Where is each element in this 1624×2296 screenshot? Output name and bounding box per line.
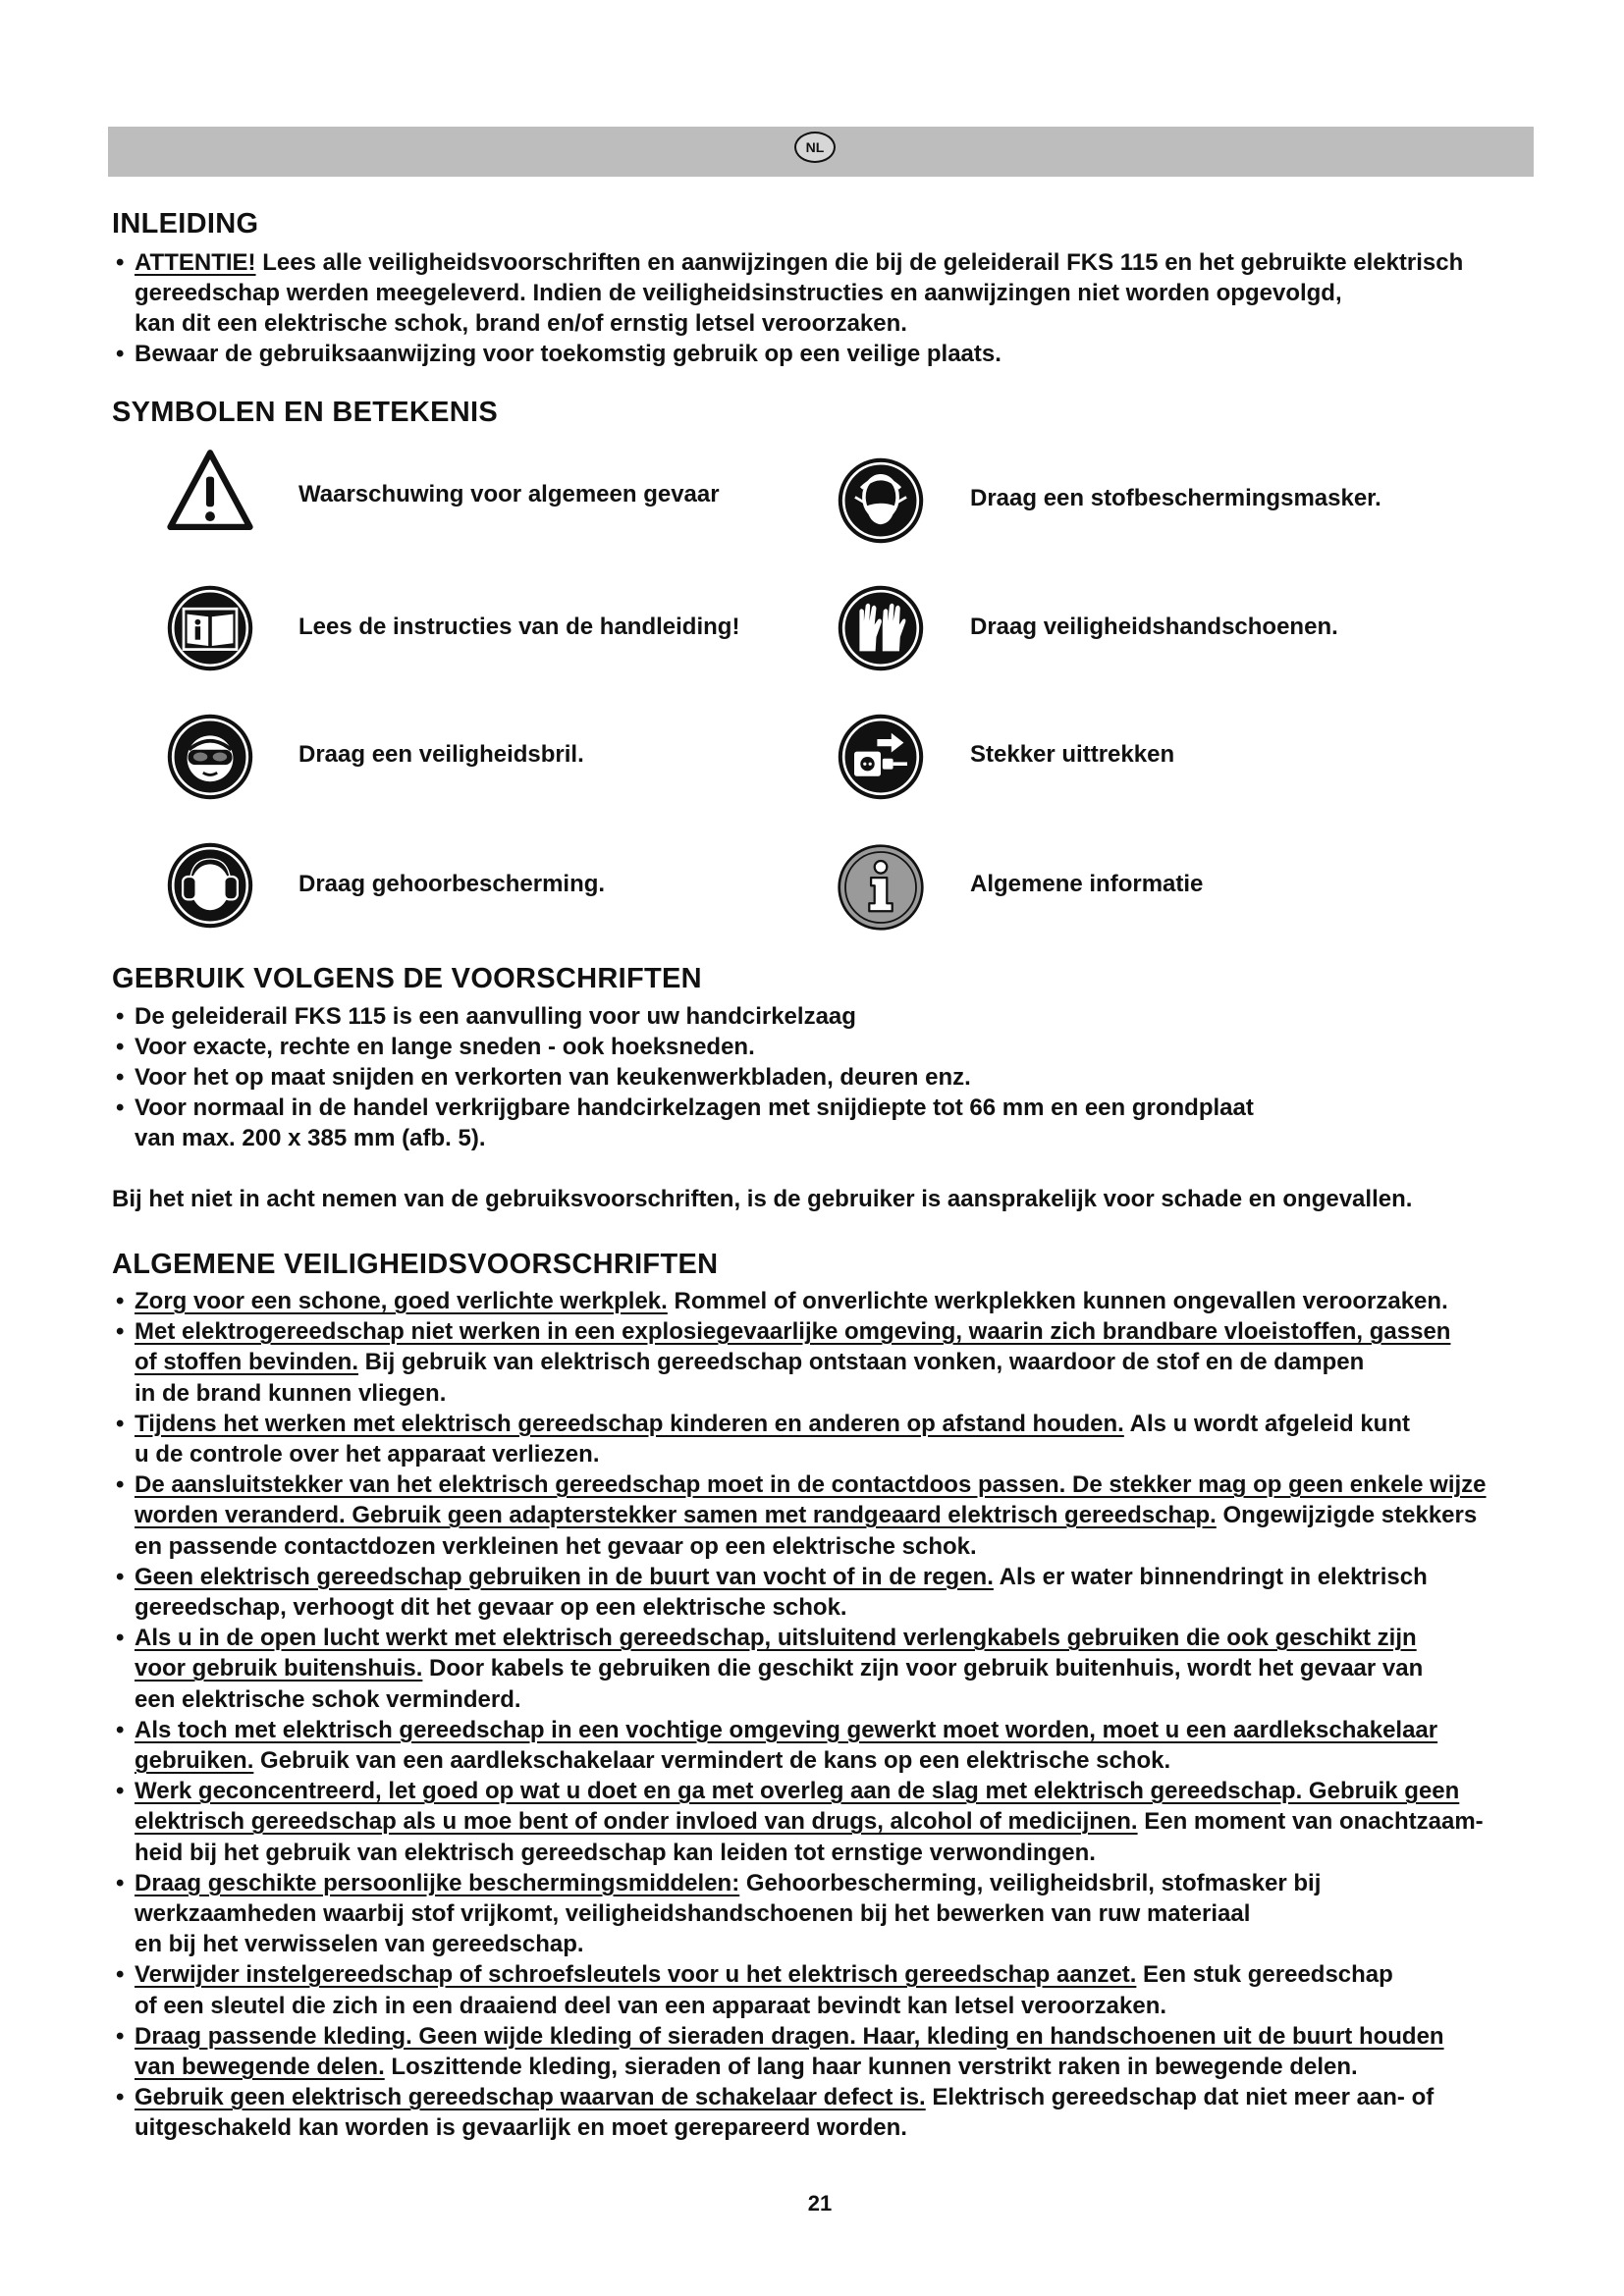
underlined-lead: Werk geconcentreerd, let goed op wat u doet en ga met overleg aan de slag met elektrisch gereedschap. Gebruik geen — [135, 1778, 1460, 1805]
list-item — [135, 2021, 1487, 2082]
list-item-line — [135, 1469, 1487, 1500]
warning-triangle-icon — [166, 447, 254, 535]
body-text: Als u wordt afgeleid kunt — [1123, 1410, 1410, 1437]
symbol-label: Draag een stofbeschermingsmasker. — [970, 485, 1381, 511]
underlined-lead: De aansluitstekker van het elektrisch gereedschap moet in de contactdoos passen. De stekker mag op geen enkele wijze — [135, 1471, 1487, 1499]
list-item-line: • Voor normaal in de handel verkrijgbare handcirkelzagen met snijdiepte tot 66 mm en een grondplaat — [135, 1095, 1254, 1121]
list-item-line — [135, 2021, 1487, 2052]
list-item — [135, 339, 1463, 369]
ear-protection-icon — [166, 841, 254, 930]
body-text: Bewaar de gebruiksaanwijzing voor toekomstig gebruik op een veilige plaats. — [135, 341, 1001, 367]
section-heading-symbols: SYMBOLEN EN BETEKENIS — [112, 397, 499, 428]
safety-goggles-icon — [166, 713, 254, 801]
symbol-label: Draag veiligheidshandschoenen. — [970, 614, 1338, 640]
body-text: en passende contactdozen verkleinen het gevaar op een elektrische schok. — [135, 1532, 977, 1560]
list-item-line — [135, 1898, 1487, 1929]
list-item-line — [135, 2082, 1487, 2112]
list-item — [135, 1959, 1487, 2020]
body-text: Rommel of onverlichte werkplekken kunnen ongevallen veroorzaken. — [667, 1288, 1448, 1314]
list-item — [135, 1469, 1487, 1562]
underlined-lead: voor gebruik buitenshuis. — [135, 1655, 423, 1682]
list-item-line — [135, 1929, 1487, 1959]
body-text: Loszittende kleding, sieraden of lang haar kunnen verstrikt raken in bewegende delen. — [384, 2054, 1358, 2081]
symbol-label: Draag een veiligheidsbril. — [298, 741, 584, 768]
underlined-lead: Met elektrogereedschap niet werken in een explosiegevaarlijke omgeving, waarin zich brandbare vloeistoffen, gassen — [135, 1318, 1451, 1346]
list-item-line — [135, 247, 1463, 278]
list-item — [135, 247, 1463, 339]
body-text: Als er water binnendringt in elektrisch — [993, 1563, 1428, 1590]
list-item — [135, 1868, 1487, 1960]
dust-mask-icon — [837, 456, 925, 545]
list-item-line — [135, 278, 1463, 308]
list-item-line — [135, 1531, 1487, 1562]
body-text: Lees alle veiligheidsvoorschriften en aanwijzingen die bij de geleiderail FKS 115 en het gebruikte elektrisch — [255, 249, 1464, 276]
list-item-line — [135, 1745, 1487, 1776]
list-item-line — [135, 1684, 1487, 1715]
symbol-label: Draag gehoorbescherming. — [298, 871, 606, 897]
underlined-lead: van bewegende delen. — [135, 2054, 385, 2081]
list-item-line: • Voor het op maat snijden en verkorten van keukenwerkbladen, deuren enz. — [135, 1064, 971, 1091]
list-item-line — [135, 1868, 1487, 1898]
underlined-lead: Als toch met elektrisch gereedschap in een vochtige omgeving gewerkt moet worden, moet u een aardlekschakelaar — [135, 1716, 1438, 1743]
list-item — [135, 1032, 1254, 1062]
body-text: uitgeschakeld kan worden is gevaarlijk en moet gerepareerd worden. — [135, 2114, 907, 2142]
list-item-line — [135, 1715, 1487, 1745]
underlined-lead: ATTENTIE! — [135, 249, 256, 276]
symbol-label: Stekker uittrekken — [970, 741, 1175, 768]
body-text: Gebruik van een aardlekschakelaar vermindert de kans op een elektrische schok. — [253, 1747, 1171, 1775]
body-text: gereedschap werden meegeleverd. Indien de veiligheidsinstructies en aanwijzingen niet worden opgevolgd, — [135, 280, 1342, 306]
body-text: of een sleutel die zich in een draaiend deel van een apparaat bevindt kan letsel veroorzaken. — [135, 1992, 1167, 2019]
list-item-line — [135, 2052, 1487, 2082]
list-item-line — [135, 1562, 1487, 1592]
list-item-line — [135, 1806, 1487, 1837]
intro-list — [135, 247, 1463, 369]
list-item-line: • Voor exacte, rechte en lange sneden - ook hoeksneden. — [135, 1034, 755, 1060]
body-text: en bij het verwisselen van gereedschap. — [135, 1931, 584, 1958]
list-item-line: • De geleiderail FKS 115 is een aanvulling voor uw handcirkelzaag — [135, 1003, 856, 1030]
underlined-lead: Draag geschikte persoonlijke beschermingsmiddelen: — [135, 1869, 740, 1896]
underlined-lead: Geen elektrisch gereedschap gebruiken in de buurt van vocht of in de regen. — [135, 1563, 994, 1590]
list-item-line — [135, 1409, 1487, 1439]
list-item-line — [135, 308, 1463, 339]
read-manual-icon — [166, 584, 254, 672]
underlined-lead: Verwijder instelgereedschap of schroefsleutels voor u het elektrisch gereedschap aanzet. — [135, 1961, 1137, 1989]
list-item-line — [135, 1592, 1487, 1623]
list-item-line — [135, 1378, 1487, 1409]
list-item — [135, 2082, 1487, 2143]
list-item — [135, 1776, 1487, 1868]
list-item-line — [135, 1286, 1487, 1316]
symbol-label: Lees de instructies van de handleiding! — [298, 614, 740, 640]
list-item — [135, 1715, 1487, 1776]
underlined-lead: Draag passende kleding. Geen wijde kleding of sieraden dragen. Haar, kleding en handschoenen uit de buurt houden — [135, 2022, 1444, 2050]
list-item-line — [135, 1838, 1487, 1868]
body-text: een elektrische schok verminderd. — [135, 1685, 521, 1713]
body-text: Een moment van onachtzaam- — [1137, 1808, 1484, 1836]
list-item — [135, 1623, 1487, 1715]
body-text: heid bij het gebruik van elektrisch gereedschap kan leiden tot ernstige verwondingen. — [135, 1839, 1096, 1866]
list-item-line — [135, 1316, 1487, 1347]
list-item-line — [135, 1500, 1487, 1530]
list-item — [135, 1286, 1487, 1316]
symbol-label: Waarschuwing voor algemeen gevaar — [298, 481, 720, 507]
section-heading-general-safety: ALGEMENE VEILIGHEIDSVOORSCHRIFTEN — [112, 1249, 719, 1280]
symbol-label: Algemene informatie — [970, 871, 1204, 897]
list-item-line — [135, 1991, 1487, 2021]
list-item — [135, 1409, 1487, 1469]
body-text: Bij gebruik van elektrisch gereedschap ontstaan vonken, waardoor de stof en de dampen — [358, 1349, 1365, 1376]
list-item — [135, 1062, 1254, 1093]
body-text: werkzaamheden waarbij stof vrijkomt, veiligheidshandschoenen bij het bewerken van ruw materiaal — [135, 1900, 1251, 1928]
safety-gloves-icon — [837, 584, 925, 672]
underlined-lead: elektrisch gereedschap als u moe bent of onder invloed van drugs, alcohol of medicijnen. — [135, 1808, 1138, 1836]
info-icon — [837, 843, 925, 932]
list-item-line: van max. 200 x 385 mm (afb. 5). — [135, 1125, 486, 1151]
list-item-line — [135, 1959, 1487, 1990]
underlined-lead: Tijdens het werken met elektrisch gereedschap kinderen en anderen op afstand houden. — [135, 1410, 1124, 1437]
body-text: Door kabels te gebruiken die geschikt zijn voor gebruik buitenhuis, wordt het gevaar van — [422, 1655, 1424, 1682]
underlined-lead: Gebruik geen elektrisch gereedschap waarvan de schakelaar defect is. — [135, 2084, 926, 2111]
underlined-lead: Als u in de open lucht werkt met elektrisch gereedschap, uitsluitend verlengkabels gebruiken die ook geschikt zijn — [135, 1625, 1417, 1652]
section-heading-intended-use: GEBRUIK VOLGENS DE VOORSCHRIFTEN — [112, 963, 702, 994]
body-text: gereedschap, verhoogt dit het gevaar op een elektrische schok. — [135, 1594, 847, 1622]
list-item — [135, 1562, 1487, 1623]
language-badge: NL — [794, 132, 836, 163]
body-text: u de controle over het apparaat verliezen. — [135, 1441, 600, 1468]
body-text: Een stuk gereedschap — [1136, 1961, 1393, 1989]
list-item — [135, 1001, 1254, 1032]
section-heading-introduction: INLEIDING — [112, 208, 259, 240]
list-item-line — [135, 2112, 1487, 2143]
list-item-line — [135, 1347, 1487, 1377]
body-text: kan dit een elektrische schok, brand en/of ernstig letsel veroorzaken. — [135, 310, 907, 337]
safety-list — [135, 1286, 1487, 2144]
underlined-lead: gebruiken. — [135, 1747, 254, 1775]
underlined-lead: Zorg voor een schone, goed verlichte werkplek. — [135, 1288, 668, 1314]
underlined-lead: worden veranderd. Gebruik geen adapterstekker samen met randgeaard elektrisch gereedschap. — [135, 1502, 1217, 1529]
list-item-line — [135, 1623, 1487, 1653]
liability-note: Bij het niet in acht nemen van de gebruiksvoorschriften, is de gebruiker is aansprakelijk voor schade en ongevallen. — [112, 1186, 1413, 1212]
underlined-lead: of stoffen bevinden. — [135, 1349, 358, 1376]
body-text: Elektrisch gereedschap dat niet meer aan- of — [925, 2084, 1435, 2111]
list-item — [135, 1093, 1254, 1153]
list-item — [135, 1316, 1487, 1409]
body-text: in de brand kunnen vliegen. — [135, 1379, 447, 1407]
intended-use-list — [135, 1001, 1254, 1153]
body-text: Gehoorbescherming, veiligheidsbril, stofmasker bij — [739, 1869, 1322, 1896]
page-number: 21 — [807, 2191, 833, 2216]
list-item-line — [135, 1439, 1487, 1469]
list-item-line — [135, 1653, 1487, 1683]
list-item-line — [135, 339, 1463, 369]
list-item-line — [135, 1776, 1487, 1806]
body-text: Ongewijzigde stekkers — [1216, 1502, 1478, 1529]
unplug-icon — [837, 713, 925, 801]
